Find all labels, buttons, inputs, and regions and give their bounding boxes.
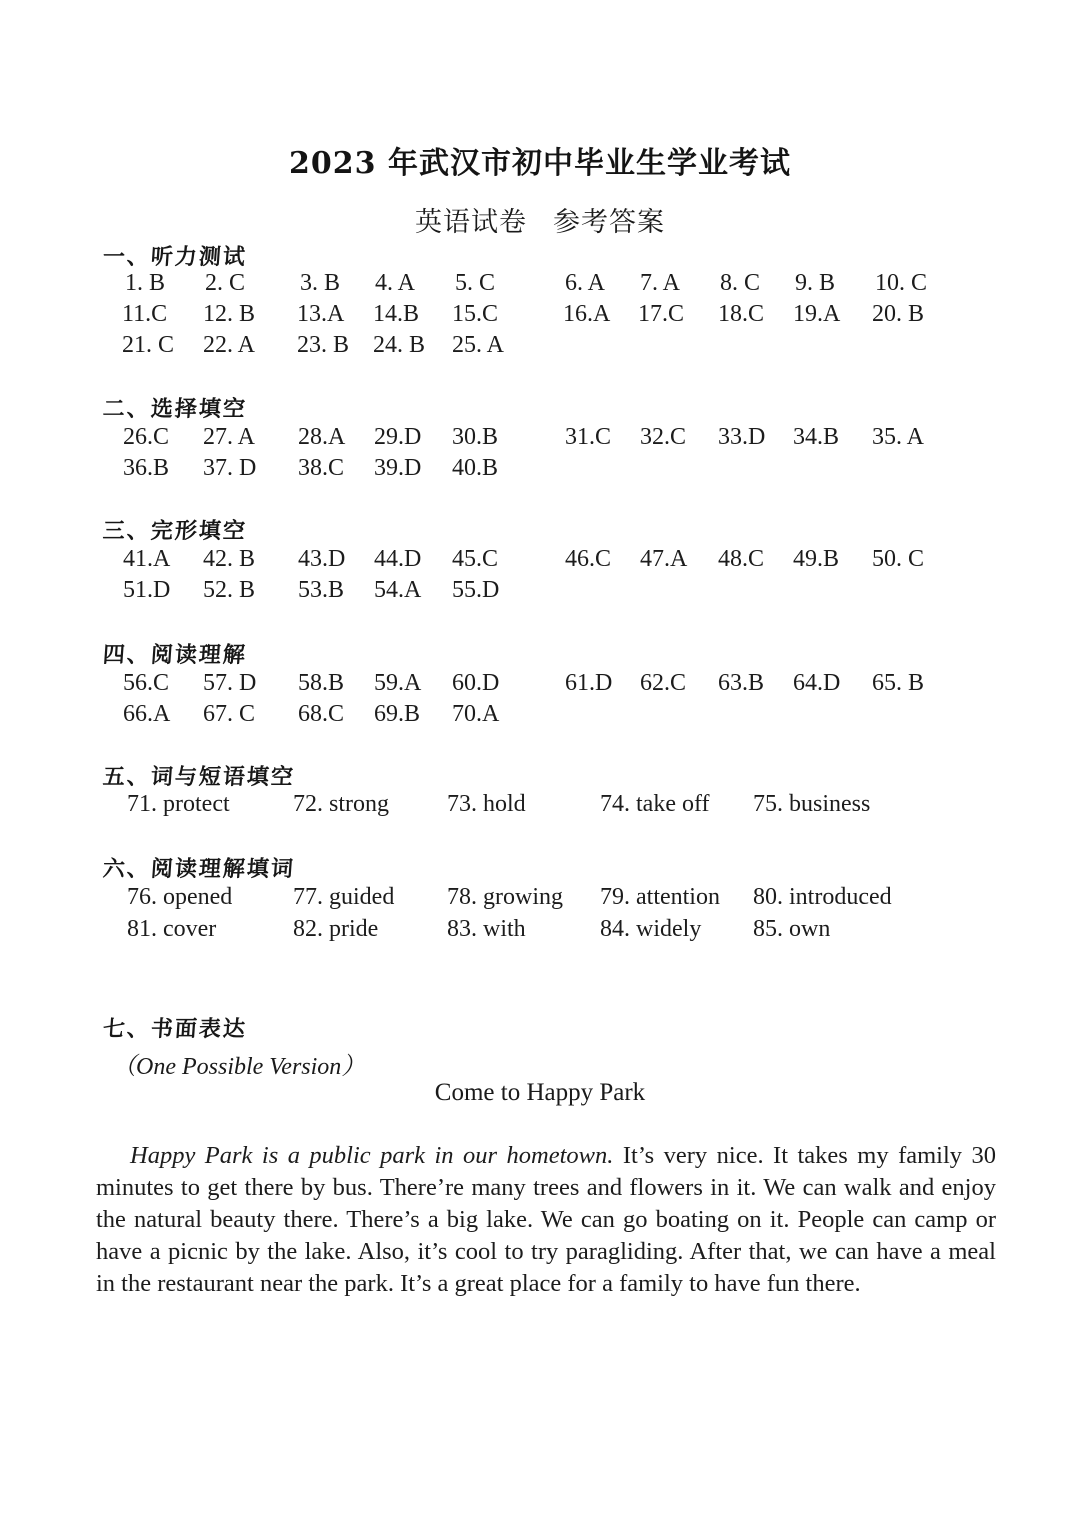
answer-item: 10. C <box>875 270 928 296</box>
answer-item: 43.D <box>298 546 346 572</box>
answer-item: 12. B <box>203 301 256 327</box>
answer-item: 2. C <box>205 270 246 296</box>
answer-row <box>0 701 1080 733</box>
answer-item: 65. B <box>872 670 925 696</box>
answer-item: 18.C <box>718 301 765 327</box>
answer-item: 13.A <box>297 301 345 327</box>
answer-item: 6. A <box>565 270 606 296</box>
page-subtitle <box>0 200 1080 239</box>
word-answer-item: 77. guided <box>293 884 395 910</box>
subtitle-answer-key: 参考答案 <box>553 207 665 238</box>
essay-remaining-text: It’s very nice. It takes my family 30 minutes to get there by bus. There’re many trees and flowers in it. We can walk and enjoy the natural beauty there. There’s a big lake. We can go boating on it. People can camp or have a picnic by the lake. Also, it’s cool to try paragliding. After that, we can have a meal in the restaurant near the park. It’s a great place for a family to have fun there. <box>96 1142 996 1297</box>
answer-row <box>0 670 1080 702</box>
answer-item: 40.B <box>452 455 499 481</box>
answer-item: 68.C <box>298 701 345 727</box>
answer-item: 51.D <box>123 577 171 603</box>
answer-item: 9. B <box>795 270 836 296</box>
word-answer-item: 81. cover <box>127 916 217 942</box>
answer-item: 19.A <box>793 301 841 327</box>
answer-item: 22. A <box>203 332 256 358</box>
answer-item: 16.A <box>563 301 611 327</box>
word-answer-item: 82. pride <box>293 916 379 942</box>
section-heading-cloze: 三、完形填空 <box>101 518 248 544</box>
answer-item: 49.B <box>793 546 840 572</box>
answer-item: 66.A <box>123 701 171 727</box>
answer-item: 20. B <box>872 301 925 327</box>
answer-item: 45.C <box>452 546 499 572</box>
answer-item: 8. C <box>720 270 761 296</box>
answer-item: 3. B <box>300 270 341 296</box>
answer-row <box>0 270 1080 302</box>
answer-row <box>0 455 1080 487</box>
answer-item: 64.D <box>793 670 841 696</box>
word-answer-item: 80. introduced <box>753 884 892 910</box>
answer-item: 11.C <box>122 301 168 327</box>
answer-item: 7. A <box>640 270 681 296</box>
answer-item: 28.A <box>298 424 346 450</box>
word-answer-item: 75. business <box>753 791 871 817</box>
subtitle-paper-name: 英语试卷 <box>415 207 527 238</box>
word-answer-item: 85. own <box>753 916 831 942</box>
answer-item: 31.C <box>565 424 612 450</box>
answer-item: 15.C <box>452 301 499 327</box>
section-heading-reading-word-fill: 六、阅读理解填词 <box>101 856 296 882</box>
essay-lead-sentence: Happy Park is a public park in our hometown. <box>130 1142 614 1169</box>
answer-item: 42. B <box>203 546 256 572</box>
answer-item: 14.B <box>373 301 420 327</box>
word-answer-item: 84. widely <box>600 916 702 942</box>
word-answer-item: 78. growing <box>447 884 563 910</box>
word-answer-item: 76. opened <box>127 884 233 910</box>
answer-item: 39.D <box>374 455 422 481</box>
word-answer-row <box>0 791 1080 825</box>
section-heading-writing: 七、书面表达 <box>101 1016 248 1042</box>
answer-item: 67. C <box>203 701 256 727</box>
answer-item: 26.C <box>123 424 170 450</box>
page-title: 2023 年武汉市初中毕业生学业考试 <box>289 146 791 181</box>
section-heading-listening: 一、听力测试 <box>101 244 248 270</box>
answer-item: 59.A <box>374 670 422 696</box>
answer-item: 60.D <box>452 670 500 696</box>
answer-item: 63.B <box>718 670 765 696</box>
answer-item: 55.D <box>452 577 500 603</box>
answer-item: 1. B <box>125 270 166 296</box>
answer-item: 50. C <box>872 546 925 572</box>
answer-item: 34.B <box>793 424 840 450</box>
answer-item: 47.A <box>640 546 688 572</box>
answer-row <box>0 424 1080 456</box>
answer-item: 36.B <box>123 455 170 481</box>
one-possible-version-note: （One Possible Version） <box>112 1054 366 1080</box>
answer-item: 41.A <box>123 546 171 572</box>
answer-item: 33.D <box>718 424 766 450</box>
answer-item: 46.C <box>565 546 612 572</box>
answer-item: 25. A <box>452 332 505 358</box>
answer-item: 57. D <box>203 670 257 696</box>
section-heading-reading: 四、阅读理解 <box>101 642 248 668</box>
answer-item: 27. A <box>203 424 256 450</box>
answer-item: 4. A <box>375 270 416 296</box>
essay-body <box>96 1140 996 1300</box>
answer-item: 37. D <box>203 455 257 481</box>
answer-item: 44.D <box>374 546 422 572</box>
answer-item: 54.A <box>374 577 422 603</box>
answer-item: 35. A <box>872 424 925 450</box>
answer-item: 48.C <box>718 546 765 572</box>
answer-item: 32.C <box>640 424 687 450</box>
word-answer-item: 71. protect <box>127 791 230 817</box>
answer-item: 56.C <box>123 670 170 696</box>
answer-item: 5. C <box>455 270 496 296</box>
word-answer-item: 74. take off <box>600 791 710 817</box>
essay-title: Come to Happy Park <box>434 1079 646 1106</box>
word-answer-row <box>0 884 1080 918</box>
answer-item: 23. B <box>297 332 350 358</box>
section-heading-multiple-choice: 二、选择填空 <box>101 396 248 422</box>
word-answer-row <box>0 916 1080 950</box>
answer-item: 52. B <box>203 577 256 603</box>
answer-item: 24. B <box>373 332 426 358</box>
word-answer-item: 72. strong <box>293 791 389 817</box>
answer-item: 30.B <box>452 424 499 450</box>
word-answer-item: 73. hold <box>447 791 526 817</box>
word-answer-item: 83. with <box>447 916 526 942</box>
answer-item: 21. C <box>122 332 175 358</box>
answer-item: 58.B <box>298 670 345 696</box>
answer-row <box>0 301 1080 333</box>
answer-row <box>0 577 1080 609</box>
answer-item: 69.B <box>374 701 421 727</box>
answer-row <box>0 546 1080 578</box>
answer-item: 62.C <box>640 670 687 696</box>
section-heading-word-phrase-fill: 五、词与短语填空 <box>101 764 296 790</box>
answer-item: 70.A <box>452 701 500 727</box>
answer-item: 29.D <box>374 424 422 450</box>
answer-item: 38.C <box>298 455 345 481</box>
answer-row <box>0 332 1080 364</box>
answer-item: 53.B <box>298 577 345 603</box>
answer-item: 61.D <box>565 670 613 696</box>
answer-item: 17.C <box>638 301 685 327</box>
word-answer-item: 79. attention <box>600 884 720 910</box>
